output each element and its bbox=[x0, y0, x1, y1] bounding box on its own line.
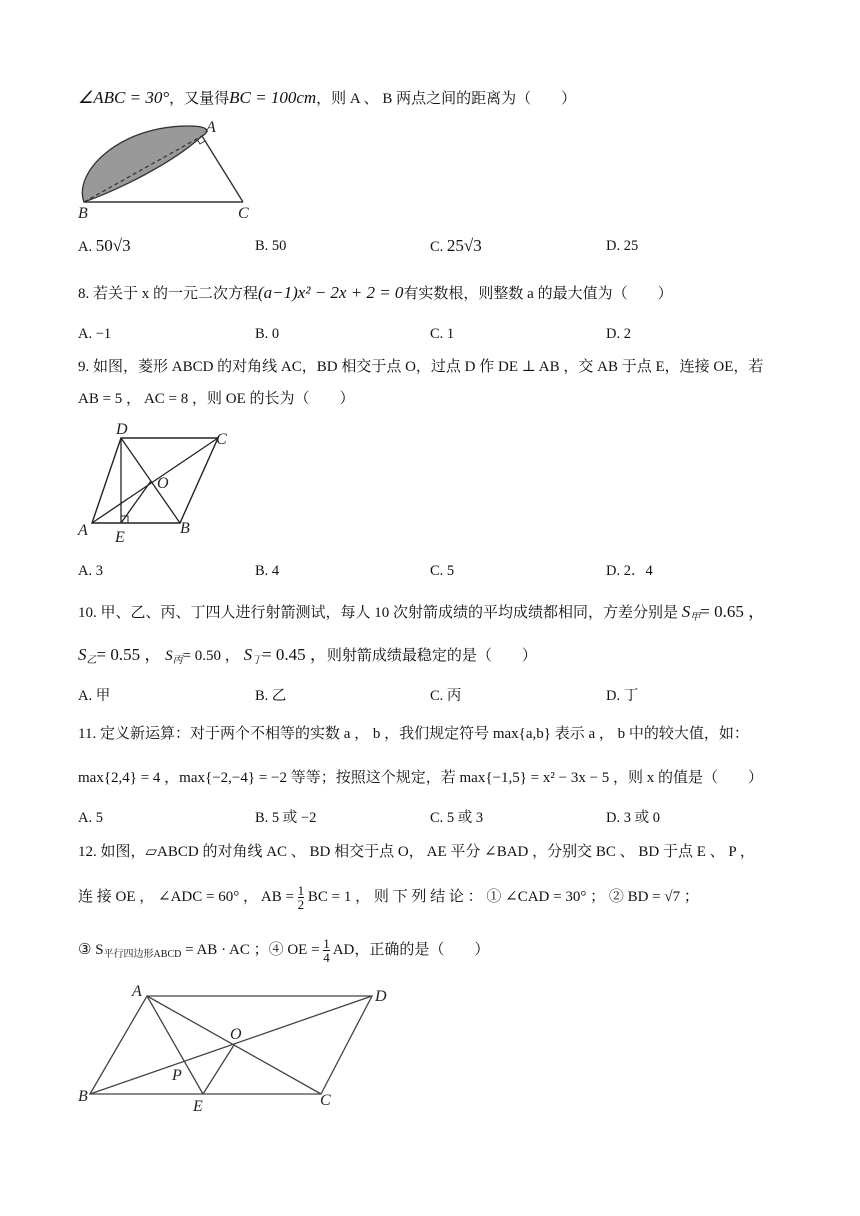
q12-label-c: C bbox=[320, 1092, 331, 1109]
q10-line1-text: 10. 甲、乙、丙、丁四人进行射箭测试，每人 10 次射箭成绩的平均成绩都相同，方差分别是 bbox=[78, 605, 679, 621]
q10-s-ding-value: = 0.45 ， bbox=[262, 645, 327, 664]
q12-fraction-quarter bbox=[323, 937, 330, 964]
q11-line2: max{2,4} = 4 ，max{−2,−4} = −2 等等；按照这个规定，若 max{−1,5} = x² − 3x − 5 ，则 x 的值是（ ） bbox=[78, 770, 764, 786]
q12-frac2-den: 4 bbox=[323, 950, 330, 965]
q7-option-a-math: 50√3 bbox=[95, 236, 131, 255]
q12-label-b: B bbox=[78, 1088, 88, 1105]
q12-line3 bbox=[78, 937, 489, 965]
q10-option-c[interactable]: C. 丙 bbox=[430, 688, 462, 704]
q9-option-c[interactable]: C. 5 bbox=[430, 563, 455, 579]
q11-option-d[interactable]: D. 3 或 0 bbox=[606, 810, 660, 826]
q7-label-a: A bbox=[206, 119, 216, 136]
q12-label-e: E bbox=[193, 1098, 203, 1115]
q7-option-b[interactable]: B. 50 bbox=[255, 238, 287, 254]
q7-angle: ∠ABC = 30° bbox=[78, 88, 170, 107]
q10-s-bing: $S_丙$ bbox=[165, 648, 183, 666]
q10-s-yi-value: = 0.55 ， bbox=[96, 645, 162, 664]
q7-option-c-math: 25√3 bbox=[446, 236, 482, 255]
q9-label-o: O bbox=[157, 475, 169, 492]
q10-s-jia: $S_甲$ bbox=[681, 602, 701, 623]
q10-option-d[interactable]: D. 丁 bbox=[606, 688, 639, 704]
q10-s-yi: $S_乙$ bbox=[78, 645, 97, 666]
q12-label-p: P bbox=[172, 1067, 182, 1084]
q7-figure bbox=[78, 118, 263, 223]
q10-s-bing-value: = 0.50 ， bbox=[182, 648, 240, 664]
q7-stem-tail: ，又量得 bbox=[169, 91, 230, 107]
q12-line2-a: 连 接 OE ， ∠ADC = 60° ， AB = bbox=[78, 888, 294, 905]
q7-tail: ，则 A 、 B 两点之间的距离为（ ） bbox=[316, 91, 577, 107]
q10-line1 bbox=[78, 602, 765, 628]
q12-figure bbox=[78, 982, 398, 1115]
q11-option-c[interactable]: C. 5 或 3 bbox=[430, 810, 484, 826]
q9-figure bbox=[78, 420, 238, 545]
q10-sub-yi: 乙 bbox=[86, 655, 97, 666]
q7-option-d[interactable]: D. 25 bbox=[606, 238, 639, 254]
q7-shaded-region bbox=[82, 126, 207, 202]
q12-label-a: A bbox=[132, 983, 142, 1000]
q10-s-ding: $S_丁$ bbox=[243, 645, 263, 666]
q9-label-b: B bbox=[180, 520, 190, 537]
q9-line1: 9. 如图，菱形 ABCD 的对角线 AC，BD 相交于点 O，过点 D 作 DE ⊥ AB ，交 AB 于点 E，连接 OE，若 bbox=[78, 359, 764, 375]
q12-line3-a: ③ S bbox=[78, 941, 104, 958]
q12-frac-num: 1 bbox=[297, 883, 305, 898]
q12-line3-b: = AB · AC ；④ OE = bbox=[185, 941, 320, 958]
q10-sub-bing: 丙 bbox=[172, 655, 183, 666]
q10-line2 bbox=[78, 645, 537, 671]
q7-segment-ac bbox=[202, 136, 243, 202]
q10-option-b[interactable]: B. 乙 bbox=[255, 688, 287, 704]
q7-option-c[interactable] bbox=[430, 236, 482, 257]
q10-s-jia-value: = 0.65 ， bbox=[700, 602, 766, 621]
q12-line3-sub: 平行四边形ABCD bbox=[103, 948, 182, 960]
q12-fraction-half bbox=[298, 884, 305, 911]
q7-option-c-label: C. bbox=[430, 239, 447, 255]
q10-sub-ding: 丁 bbox=[252, 655, 263, 666]
q12-label-o: O bbox=[230, 1026, 242, 1043]
q10-option-a[interactable]: A. 甲 bbox=[78, 688, 111, 704]
q12-line1: 12. 如图，▱ABCD 的对角线 AC 、 BD 相交于点 O， AE 平分 ∠BAD ，分别交 BC 、 BD 于点 E 、 P ， bbox=[78, 844, 755, 860]
q12-frac2-num: 1 bbox=[323, 936, 330, 951]
q12-line2-b: BC = 1 ， 则 下 列 结 论 ： ① ∠CAD = 30° ； ② BD = √7 ； bbox=[307, 888, 699, 905]
q7-stem bbox=[78, 88, 576, 109]
q9-option-d[interactable]: D. 2．4 bbox=[606, 563, 653, 579]
q11-option-b[interactable]: B. 5 或 −2 bbox=[255, 810, 317, 826]
q10-sub-jia: 甲 bbox=[690, 612, 701, 623]
q9-label-c: C bbox=[216, 431, 227, 448]
q8-option-b[interactable]: B. 0 bbox=[255, 326, 280, 342]
q9-segment-oe bbox=[121, 481, 151, 523]
q7-option-a[interactable] bbox=[78, 236, 131, 257]
q11-option-a[interactable]: A. 5 bbox=[78, 810, 103, 826]
q10-line2-tail: 则射箭成绩最稳定的是（ ） bbox=[326, 648, 537, 664]
q9-label-e: E bbox=[115, 529, 125, 546]
q12-label-d: D bbox=[375, 988, 387, 1005]
q8-option-c[interactable]: C. 1 bbox=[430, 326, 455, 342]
q12-diagonal-bd bbox=[90, 996, 372, 1094]
q7-label-b: B bbox=[78, 205, 88, 222]
q7-label-c: C bbox=[238, 205, 249, 222]
q8-option-d[interactable]: D. 2 bbox=[606, 326, 631, 342]
q9-option-a[interactable]: A. 3 bbox=[78, 563, 103, 579]
q9-label-a: A bbox=[78, 522, 88, 539]
q12-line3-c: AD，正确的是（ ） bbox=[332, 941, 490, 958]
q8-text-b: 有实数根，则整数 a 的最大值为（ ） bbox=[403, 286, 673, 302]
q9-option-b[interactable]: B. 4 bbox=[255, 563, 280, 579]
q12-frac-den: 2 bbox=[297, 897, 305, 912]
q11-line1: 11. 定义新运算：对于两个不相等的实数 a ， b ，我们规定符号 max{a,b} 表示 a ， b 中的较大值，如： bbox=[78, 726, 749, 742]
q8-option-a[interactable]: A. −1 bbox=[78, 326, 112, 342]
q8-stem bbox=[78, 283, 673, 304]
q9-line2: AB = 5 ， AC = 8 ，则 OE 的长为（ ） bbox=[78, 391, 355, 407]
q12-segment-oe bbox=[203, 1045, 234, 1094]
q7-bc: BC = 100cm bbox=[229, 88, 317, 107]
q9-label-d: D bbox=[116, 421, 128, 438]
q8-text-a: 8. 若关于 x 的一元二次方程 bbox=[78, 286, 259, 302]
q7-option-a-label: A. bbox=[78, 239, 96, 255]
q12-line2 bbox=[78, 884, 699, 911]
q8-equation: (a−1)x² − 2x + 2 = 0 bbox=[258, 283, 404, 302]
